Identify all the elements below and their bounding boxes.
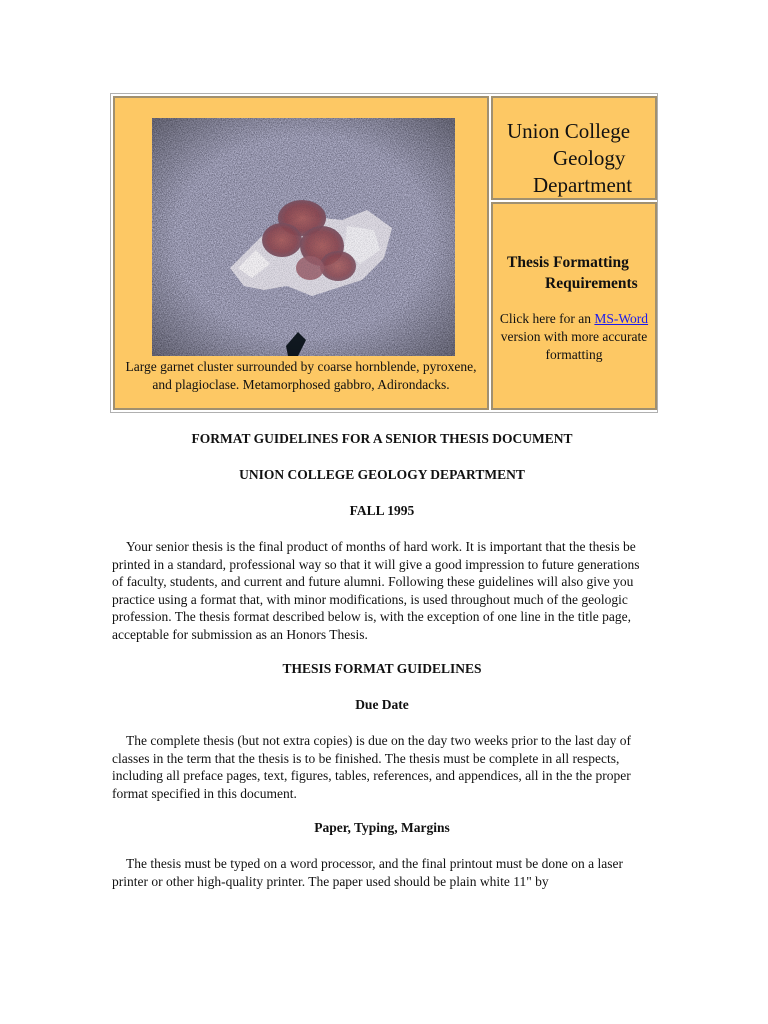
header-table — [110, 93, 658, 413]
ms-word-link[interactable]: MS-Word — [594, 311, 649, 326]
heading-format-guidelines: FORMAT GUIDELINES FOR A SENIOR THESIS DOCUMENT — [191, 431, 573, 446]
intro-paragraph: Your senior thesis is the final product of months of hard work. It is important that the thesis be printed in a standard, professional way so that it will give a good impression to future generations of faculty, students, and current and future alumni. Following these guidelines will also give you practice using a format that, with minor modifications, is used throughout much of the geologic profession. The thesis format described below is, with the exception of one line in the title page, acceptable for submission as an Honors Thesis. — [112, 539, 640, 642]
heading-thesis-format: THESIS FORMAT GUIDELINES — [282, 661, 482, 676]
thesis-title-line-2: Requirements — [545, 275, 638, 292]
thesis-info-cell — [491, 202, 657, 410]
photo-caption: Large garnet cluster surrounded by coarse hornblende, pyroxene, and plagioclase. Metamorphosed gabbro, Adirondacks. — [125, 359, 477, 392]
department-title-line-1: Union College — [507, 119, 631, 143]
department-title-line-2: Geology — [553, 146, 626, 170]
word-note-suffix: version with more accurate formatting — [500, 329, 648, 362]
heading-due-date: Due Date — [355, 697, 409, 712]
thesis-title-line-1: Thesis Formatting — [507, 254, 629, 271]
word-version-note — [497, 310, 651, 364]
department-title — [493, 118, 655, 199]
due-date-paragraph: The complete thesis (but not extra copies) is due on the day two weeks prior to the last day of classes in the term that the thesis is to be finished. The thesis must be complete in all respects, including all preface pages, text, figures, tables, references, and appendices, all in the the proper format specified in this document. — [112, 733, 631, 801]
department-title-line-3: Department — [533, 173, 633, 197]
heading-date: FALL 1995 — [349, 503, 415, 518]
word-note-prefix: Click here for an — [499, 311, 595, 326]
garnet-cluster-photo — [152, 118, 455, 356]
document-body — [112, 430, 652, 890]
paper-paragraph: The thesis must be typed on a word processor, and the final printout must be done on a laser printer or other high-quality printer. The paper used should be plain white 11" by — [112, 856, 623, 889]
heading-department: UNION COLLEGE GEOLOGY DEPARTMENT — [239, 467, 525, 482]
heading-paper-typing-margins: Paper, Typing, Margins — [314, 820, 450, 835]
photo-cell — [113, 96, 489, 410]
thesis-title — [493, 252, 655, 294]
department-title-cell — [491, 96, 657, 200]
